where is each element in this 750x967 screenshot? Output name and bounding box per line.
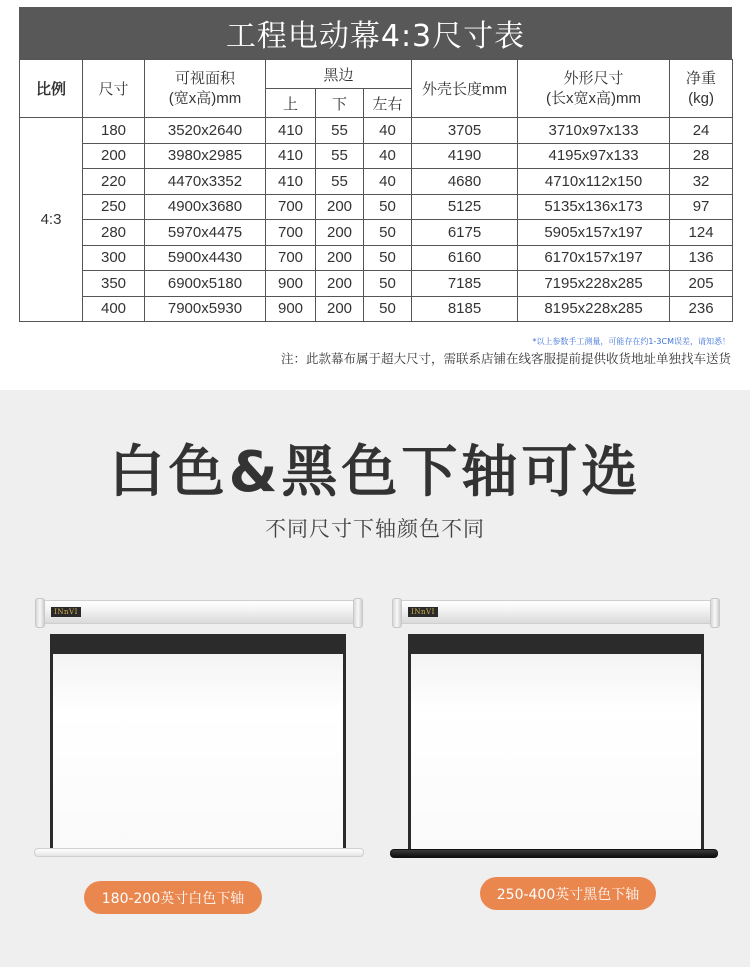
header-outer-size-line1: 外形尺寸 <box>563 69 624 87</box>
cell: 55 <box>316 118 364 144</box>
cell: 8185 <box>412 296 518 322</box>
brand-logo: INnVI <box>51 607 81 617</box>
cell: 50 <box>364 296 412 322</box>
cell: 700 <box>266 194 316 220</box>
screen-casing <box>40 600 358 624</box>
header-ratio: 比例 <box>20 60 83 118</box>
table-row <box>20 169 733 195</box>
cell: 700 <box>266 245 316 271</box>
cell: 6175 <box>412 220 518 246</box>
cell: 236 <box>670 296 733 322</box>
header-net-weight <box>670 60 733 118</box>
header-black-top: 上 <box>266 89 316 118</box>
bottom-axis-black <box>390 849 718 858</box>
table-title: 工程电动幕4:3尺寸表 <box>19 7 732 59</box>
table-body <box>20 118 733 322</box>
cell: 900 <box>266 296 316 322</box>
size-table <box>19 59 733 322</box>
table-row <box>20 118 733 144</box>
cell: 250 <box>83 194 145 220</box>
cell: 8195x228x285 <box>518 296 670 322</box>
cell: 410 <box>266 169 316 195</box>
casing-end-cap <box>392 598 402 628</box>
cell: 350 <box>83 271 145 297</box>
cell: 5125 <box>412 194 518 220</box>
table-row <box>20 220 733 246</box>
cell: 200 <box>316 271 364 297</box>
shipping-note: 注：此款幕布属于超大尺寸，需联系店铺在线客服提前提供收货地址单独找车送货 <box>280 351 731 366</box>
header-outer-size-line2: (长x宽x高)mm <box>546 89 642 107</box>
cell: 7185 <box>412 271 518 297</box>
header-black-sides: 左右 <box>364 89 412 118</box>
cell: 124 <box>670 220 733 246</box>
cell: 3710x97x133 <box>518 118 670 144</box>
cell: 6900x5180 <box>145 271 266 297</box>
header-black-border: 黑边 <box>266 60 412 89</box>
header-viewing-area <box>145 60 266 118</box>
cell: 400 <box>83 296 145 322</box>
casing-end-cap <box>35 598 45 628</box>
cell: 180 <box>83 118 145 144</box>
cell: 6160 <box>412 245 518 271</box>
cell: 205 <box>670 271 733 297</box>
header-black-bottom: 下 <box>316 89 364 118</box>
cell: 410 <box>266 143 316 169</box>
cell: 55 <box>316 143 364 169</box>
cell: 200 <box>316 296 364 322</box>
header-viewing-area-line2: (宽x高)mm <box>168 89 242 107</box>
cell: 3520x2640 <box>145 118 266 144</box>
header-viewing-area-line1: 可视面积 <box>174 69 235 87</box>
cell: 6170x157x197 <box>518 245 670 271</box>
cell: 50 <box>364 271 412 297</box>
cell: 5905x157x197 <box>518 220 670 246</box>
table-row <box>20 271 733 297</box>
screen-fabric <box>50 634 346 849</box>
measurement-note: *以上参数手工测量，可能存在约1-3CM误差，请知悉！ <box>532 337 730 346</box>
cell: 40 <box>364 143 412 169</box>
cell: 220 <box>83 169 145 195</box>
cell: 200 <box>316 194 364 220</box>
cell: 50 <box>364 220 412 246</box>
cell: 200 <box>316 220 364 246</box>
cell: 4190 <box>412 143 518 169</box>
cell: 5135x136x173 <box>518 194 670 220</box>
screen-surface <box>53 654 343 849</box>
cell: 3980x2985 <box>145 143 266 169</box>
cell: 55 <box>316 169 364 195</box>
cell: 97 <box>670 194 733 220</box>
cell: 4710x112x150 <box>518 169 670 195</box>
brand-logo: INnVI <box>408 607 438 617</box>
screen-surface <box>411 654 701 850</box>
cell: 136 <box>670 245 733 271</box>
cell: 300 <box>83 245 145 271</box>
cell: 7900x5930 <box>145 296 266 322</box>
table-row <box>20 194 733 220</box>
cell: 410 <box>266 118 316 144</box>
cell: 50 <box>364 245 412 271</box>
cell: 40 <box>364 118 412 144</box>
cell: 700 <box>266 220 316 246</box>
cell: 24 <box>670 118 733 144</box>
cell: 40 <box>364 169 412 195</box>
black-axis-label: 250-400英寸黑色下轴 <box>480 877 656 910</box>
cell: 900 <box>266 271 316 297</box>
ratio-cell: 4:3 <box>20 118 83 322</box>
cell: 32 <box>670 169 733 195</box>
screen-casing <box>397 600 715 624</box>
cell: 50 <box>364 194 412 220</box>
cell: 200 <box>316 245 364 271</box>
cell: 5900x4430 <box>145 245 266 271</box>
cell: 5970x4475 <box>145 220 266 246</box>
table-row <box>20 296 733 322</box>
cell: 4900x3680 <box>145 194 266 220</box>
cell: 4470x3352 <box>145 169 266 195</box>
cell: 4680 <box>412 169 518 195</box>
section-heading: 白色&黑色下轴可选 <box>108 440 642 505</box>
casing-end-cap <box>353 598 363 628</box>
bottom-axis-white <box>34 848 364 857</box>
header-case-length: 外壳长度mm <box>412 60 518 118</box>
cell: 4195x97x133 <box>518 143 670 169</box>
header-net-weight-line1: 净重 <box>686 69 717 87</box>
section-subheading: 不同尺寸下轴颜色不同 <box>265 517 485 541</box>
cell: 280 <box>83 220 145 246</box>
cell: 200 <box>83 143 145 169</box>
cell: 3705 <box>412 118 518 144</box>
screen-fabric <box>408 634 704 850</box>
header-size: 尺寸 <box>83 60 145 118</box>
cell: 28 <box>670 143 733 169</box>
header-outer-size <box>518 60 670 118</box>
white-axis-label: 180-200英寸白色下轴 <box>84 881 262 914</box>
table-row <box>20 143 733 169</box>
cell: 7195x228x285 <box>518 271 670 297</box>
casing-end-cap <box>710 598 720 628</box>
table-row <box>20 245 733 271</box>
header-net-weight-line2: (kg) <box>688 89 714 107</box>
